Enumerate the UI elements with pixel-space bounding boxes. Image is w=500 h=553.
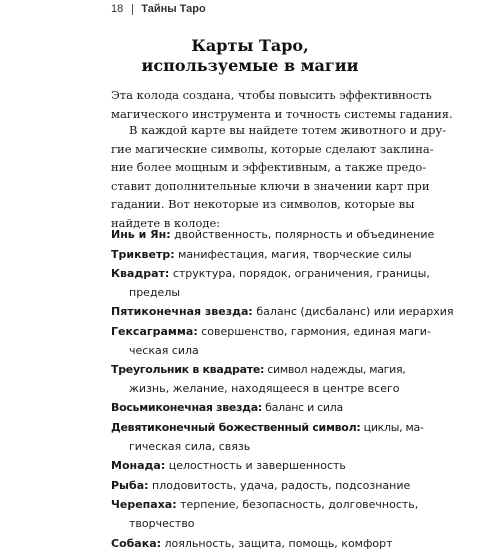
symbol-entry — [111, 534, 401, 553]
symbol-definition-continued: гическая сила, связь — [111, 438, 401, 457]
symbol-entry — [111, 322, 401, 360]
symbol-term: Инь и Ян: — [111, 228, 171, 241]
running-head — [111, 0, 206, 18]
symbol-definition: лояльность, защита, помощь, комфорт — [161, 537, 392, 550]
symbol-definition: терпение, безопасность, долговечность, — [177, 498, 419, 511]
symbol-line — [111, 302, 401, 322]
symbol-term: Гексаграмма: — [111, 325, 198, 338]
symbol-line — [111, 534, 401, 553]
symbol-term: Пятиконечная звезда: — [111, 305, 253, 318]
symbol-line — [111, 476, 401, 496]
book-title: Тайны Таро — [141, 3, 205, 15]
symbol-entry — [111, 245, 401, 265]
intro-paragraph-2 — [111, 121, 401, 232]
text-line: магического инструмента и точность системы гадания. — [111, 105, 401, 124]
section-title-line-1: Карты Таро, — [110, 36, 390, 56]
symbol-term: Квадрат: — [111, 267, 169, 280]
symbol-definition-continued: жизнь, желание, находящееся в центре всего — [111, 380, 401, 399]
symbol-entry — [111, 302, 401, 322]
symbol-term: Рыба: — [111, 479, 149, 492]
text-line: гие магические символы, которые сделают заклина- — [111, 140, 401, 159]
text-line: Эта колода создана, чтобы повысить эффективность — [111, 86, 401, 105]
intro-paragraph-1 — [111, 86, 401, 123]
symbol-definition: символ надежды, магия, — [264, 363, 405, 376]
symbol-entry — [111, 476, 401, 496]
symbol-definition-continued: пределы — [111, 284, 401, 303]
text-line: найдете в колоде: — [111, 214, 401, 233]
page-number: 18 — [111, 3, 123, 15]
symbol-definition: совершенство, гармония, единая маги- — [198, 325, 431, 338]
symbol-definition: циклы, ма- — [360, 421, 423, 434]
symbol-definition: двойственность, полярность и объединение — [171, 228, 435, 241]
symbol-definition-continued: творчество — [111, 515, 401, 534]
text-line: В каждой карте вы найдете тотем животного и дру- — [111, 121, 401, 140]
symbol-entry — [111, 495, 401, 533]
symbol-definition: плодовитость, удача, радость, подсознание — [149, 479, 411, 492]
symbol-definition: целостность и завершенность — [165, 459, 346, 472]
symbol-term: Черепаха: — [111, 498, 177, 511]
symbol-term: Восьмиконечная звезда: — [111, 401, 262, 414]
symbol-entry — [111, 456, 401, 476]
symbol-line — [111, 418, 401, 438]
symbol-term: Треугольник в квадрате: — [111, 363, 264, 376]
symbol-definition: структура, порядок, ограничения, границы, — [169, 267, 430, 280]
text-line: ставит дополнительные ключи в значении карт при — [111, 177, 401, 196]
text-line: ние более мощным и эффективным, а также предо- — [111, 158, 401, 177]
symbol-term: Трикветр: — [111, 248, 175, 261]
symbol-term: Монада: — [111, 459, 165, 472]
symbol-line — [111, 360, 401, 380]
section-title-line-2: используемые в магии — [110, 56, 390, 76]
symbol-definition-continued: ческая сила — [111, 342, 401, 361]
section-title — [110, 36, 390, 76]
symbol-definition: манифестация, магия, творческие силы — [175, 248, 412, 261]
running-head-divider — [132, 4, 133, 15]
symbol-entry — [111, 360, 401, 398]
symbol-entry — [111, 264, 401, 302]
symbols-list — [111, 225, 401, 553]
symbol-entry — [111, 398, 401, 418]
symbol-line — [111, 398, 401, 418]
symbol-line — [111, 495, 401, 515]
symbol-entry — [111, 418, 401, 456]
symbol-term: Девятиконечный божественный символ: — [111, 421, 360, 434]
text-line: гадании. Вот некоторые из символов, которые вы — [111, 195, 401, 214]
symbol-line — [111, 264, 401, 284]
symbol-line — [111, 322, 401, 342]
symbol-line — [111, 245, 401, 265]
symbol-definition: баланс и сила — [262, 401, 343, 414]
symbol-definition: баланс (дисбаланс) или иерархия — [253, 305, 454, 318]
symbol-entry — [111, 225, 401, 245]
symbol-term: Собака: — [111, 537, 161, 550]
symbol-line — [111, 456, 401, 476]
symbol-line — [111, 225, 401, 245]
